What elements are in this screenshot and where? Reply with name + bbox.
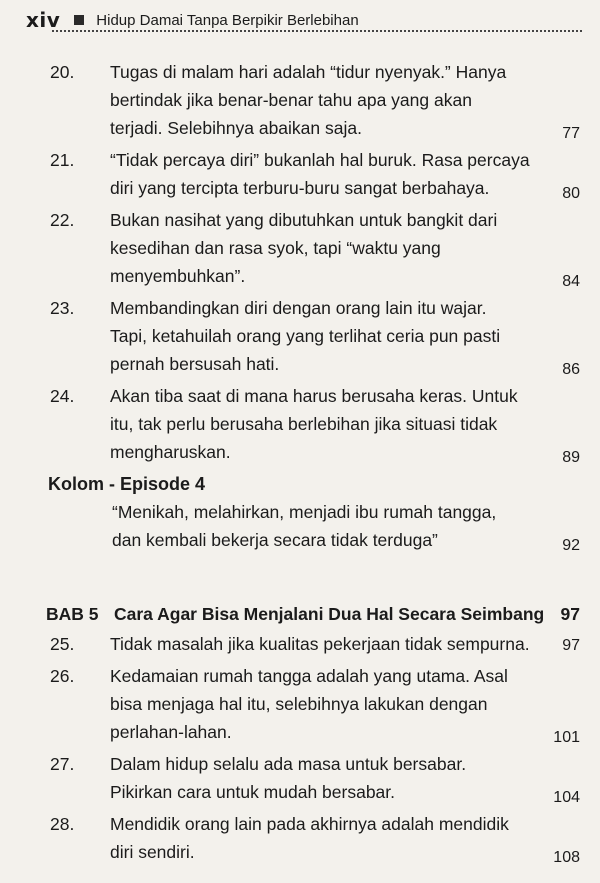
toc-entry <box>0 750 600 806</box>
entry-number: 24. <box>50 386 75 406</box>
entry-line: diri sendiri. <box>110 842 195 862</box>
page-ref: 80 <box>562 185 580 202</box>
page-ref: 89 <box>562 449 580 466</box>
entry-line: “Menikah, melahirkan, menjadi ibu rumah tangga, <box>112 502 497 522</box>
page-ref: 84 <box>562 273 580 290</box>
entry-text <box>110 58 550 142</box>
page-ref: 97 <box>562 637 580 654</box>
entry-line: bisa menjaga hal itu, selebihnya lakukan dengan <box>110 694 488 714</box>
page-ref: 104 <box>553 789 580 806</box>
entry-line: diri yang tercipta terburu-buru sangat berbahaya. <box>110 178 490 198</box>
toc-list <box>0 630 600 866</box>
page-ref: 101 <box>553 729 580 746</box>
entry-line: mengharuskan. <box>110 442 231 462</box>
entry-line: Dalam hidup selalu ada masa untuk bersabar. <box>110 754 467 774</box>
entry-line: Mendidik orang lain pada akhirnya adalah mendidik <box>110 814 509 834</box>
entry-line: bertindak jika benar-benar tahu apa yang akan <box>110 90 472 110</box>
entry-line: Tidak masalah jika kualitas pekerjaan tidak sempurna. <box>110 634 530 654</box>
toc-entry <box>0 58 600 142</box>
chapter-title: Cara Agar Bisa Menjalani Dua Hal Secara Seimbang <box>114 604 545 624</box>
toc-entry <box>0 294 600 378</box>
entry-line: Bukan nasihat yang dibutuhkan untuk bangkit dari <box>110 210 498 230</box>
entry-number: 26. <box>50 666 75 686</box>
page-ref: 92 <box>562 537 580 554</box>
page-ref: 108 <box>553 849 580 866</box>
chapter-heading <box>0 600 600 630</box>
entry-number: 20. <box>50 62 75 82</box>
entry-line: pernah bersusah hati. <box>110 354 280 374</box>
chapter-page-ref: 97 <box>560 604 580 624</box>
kolom-entry <box>0 498 600 554</box>
entry-line: “Tidak percaya diri” bukanlah hal buruk. Rasa percaya <box>110 150 530 170</box>
toc-entry <box>0 382 600 466</box>
entry-line: perlahan-lahan. <box>110 722 232 742</box>
page-ref: 86 <box>562 361 580 378</box>
toc-entry <box>0 206 600 290</box>
entry-number: 28. <box>50 814 75 834</box>
entry-line: dan kembali bekerja secara tidak terduga” <box>112 530 438 550</box>
running-title: Hidup Damai Tanpa Berpikir Berlebihan <box>96 11 359 29</box>
dotted-divider <box>52 30 582 32</box>
entry-line: Tapi, ketahuilah orang yang terlihat ceria pun pasti <box>110 326 501 346</box>
entry-text <box>110 810 550 866</box>
kolom-text <box>112 498 552 554</box>
table-of-contents <box>0 58 600 870</box>
square-bullet-icon <box>74 15 84 25</box>
entry-line: itu, tak perlu berusaha berlebihan jika situasi tidak <box>110 414 498 434</box>
page-ref: 77 <box>562 125 580 142</box>
toc-entry <box>0 630 600 658</box>
entry-line: kesedihan dan rasa syok, tapi “waktu yang <box>110 238 441 258</box>
page-header <box>26 2 580 38</box>
entry-number: 25. <box>50 634 75 654</box>
entry-text <box>110 294 550 378</box>
toc-entry <box>0 662 600 746</box>
entry-line: Membandingkan diri dengan orang lain itu wajar. <box>110 298 487 318</box>
page-number: xiv <box>26 8 61 32</box>
entry-line: Pikirkan cara untuk mudah bersabar. <box>110 782 396 802</box>
toc-entry <box>0 146 600 202</box>
kolom-heading: Kolom - Episode 4 <box>48 474 206 494</box>
entry-text <box>110 206 550 290</box>
toc-list <box>0 58 600 466</box>
entry-number: 21. <box>50 150 75 170</box>
entry-text <box>110 382 550 466</box>
entry-text <box>110 146 550 202</box>
toc-entry <box>0 810 600 866</box>
entry-number: 27. <box>50 754 75 774</box>
entry-line: Tugas di malam hari adalah “tidur nyenyak.” Hanya <box>110 62 507 82</box>
chapter-label: BAB 5 <box>46 604 99 624</box>
entry-line: terjadi. Selebihnya abaikan saja. <box>110 118 362 138</box>
entry-text <box>110 750 550 806</box>
entry-line: menyembuhkan”. <box>110 266 246 286</box>
entry-text <box>110 630 550 658</box>
entry-number: 22. <box>50 210 75 230</box>
entry-text <box>110 662 550 746</box>
entry-number: 23. <box>50 298 75 318</box>
entry-line: Kedamaian rumah tangga adalah yang utama. Asal <box>110 666 508 686</box>
entry-line: Akan tiba saat di mana harus berusaha keras. Untuk <box>110 386 518 406</box>
